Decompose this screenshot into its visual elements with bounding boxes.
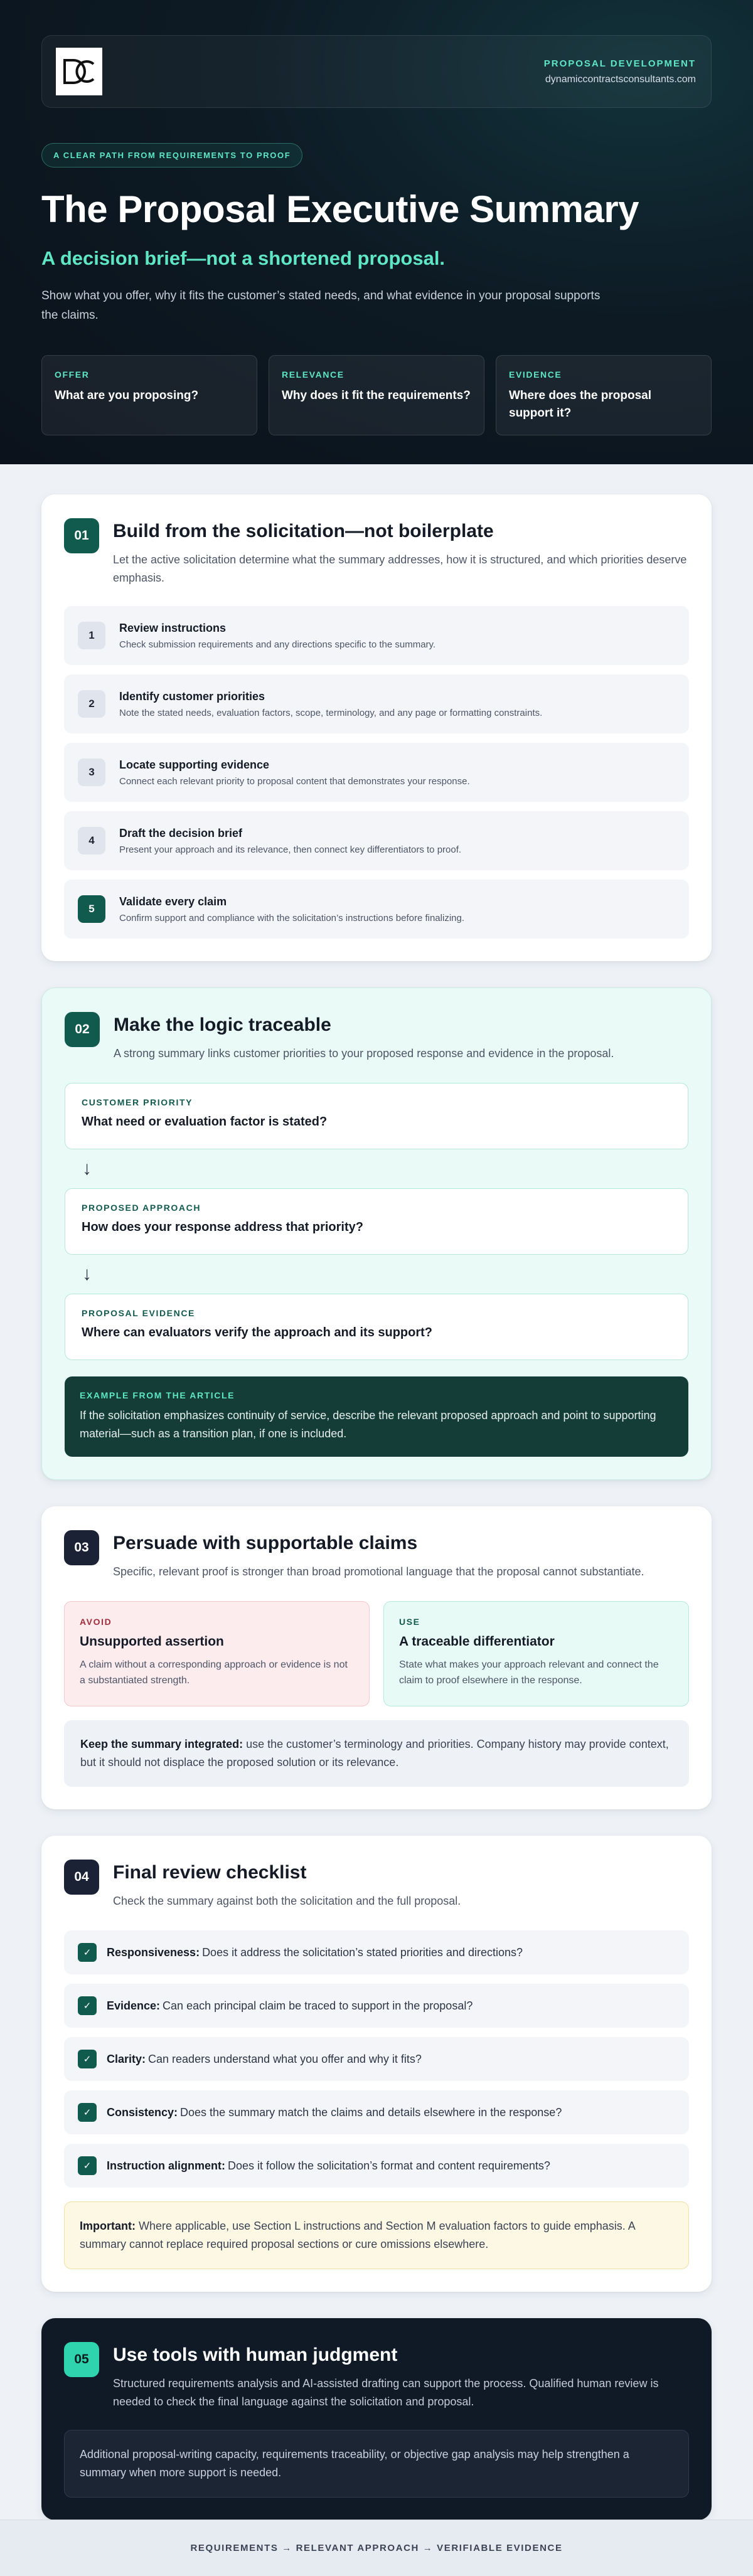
checkmark-icon: ✓ [78, 2156, 97, 2175]
page-subtitle: A decision brief—not a shortened proposal. [41, 247, 446, 269]
section-description: Specific, relevant proof is stronger than broad promotional language that the proposal cannot substantiate. [113, 1565, 644, 1578]
checklist-label: Responsiveness: [107, 1945, 200, 1959]
step-description: Confirm support and compliance with the solicitation’s instructions before finalizing. [119, 912, 464, 923]
main-content [0, 464, 753, 2520]
checklist-text: Does it address the solicitation’s stated priorities and directions? [202, 1945, 523, 1959]
checkmark-icon: ✓ [78, 1996, 97, 2015]
section-build-from-solicitation [41, 494, 712, 961]
checklist-label: Clarity: [107, 2052, 146, 2065]
hero-card-offer [41, 355, 257, 435]
step-description: Connect each relevant priority to proposal content that demonstrates your response. [119, 775, 470, 787]
section-header [64, 1530, 689, 1581]
section-header [64, 518, 689, 587]
note-text: use the customer’s terminology and priorities. Company history may provide context, but it should not displace the proposed solution or its relevance. [80, 1738, 669, 1769]
arrow-down-icon: ↓ [82, 1158, 92, 1179]
use-description: State what makes your approach relevant and connect the claim to proof elsewhere in the response. [399, 1659, 659, 1686]
example-text: If the solicitation emphasizes continuity of service, describe the relevant proposed approach and point to supporting material—such as a transition plan, if one is included. [80, 1409, 656, 1440]
footer-tagline: REQUIREMENTS → RELEVANT APPROACH → VERIFIABLE EVIDENCE [0, 2520, 753, 2576]
support-note: Additional proposal-writing capacity, requirements traceability, or objective gap analysis may help strengthen a summary when more support is needed. [64, 2430, 689, 2498]
brand-kicker: PROPOSAL DEVELOPMENT [543, 58, 696, 69]
section-title: Make the logic traceable [114, 1014, 331, 1035]
company-logo[interactable] [56, 48, 102, 95]
step-number: 1 [78, 622, 105, 649]
hero-card-evidence [496, 355, 712, 435]
section-supportable-claims [41, 1506, 712, 1809]
chain-kicker: PROPOSAL EVIDENCE [82, 1308, 195, 1318]
hero-card-title: Why does it fit the requirements? [282, 389, 471, 402]
checklist-item [64, 2090, 689, 2134]
section-description: Structured requirements analysis and AI-assisted drafting can support the process. Qualified human review is needed to check the final language against the solicitation and proposal. [113, 2377, 659, 2408]
checkmark-icon: ✓ [78, 1943, 97, 1962]
section-number: 04 [64, 1860, 99, 1895]
section-title: Use tools with human judgment [113, 2344, 398, 2365]
checklist-item [64, 1984, 689, 2028]
section-header [64, 2342, 689, 2411]
step-title: Locate supporting evidence [119, 758, 270, 771]
avoid-use-comparison [64, 1601, 689, 1706]
step-number: 2 [78, 690, 105, 718]
section-number: 02 [65, 1012, 100, 1047]
checkmark-icon: ✓ [78, 2050, 97, 2068]
step-item [64, 880, 689, 939]
step-description: Check submission requirements and any directions specific to the summary. [119, 639, 436, 650]
checklist-label: Consistency: [107, 2105, 178, 2119]
step-number: 4 [78, 827, 105, 854]
chain-title: How does your response address that priority? [82, 1220, 363, 1234]
important-note [64, 2201, 689, 2269]
section-description: Check the summary against both the solicitation and the full proposal. [113, 1895, 461, 1907]
step-item [64, 606, 689, 665]
section-header [64, 1860, 689, 1910]
avoid-kicker: AVOID [80, 1617, 112, 1627]
hero-card-title: What are you proposing? [55, 389, 199, 402]
integration-note [64, 1720, 689, 1787]
checklist-text: Can readers understand what you offer and why it fits? [148, 2052, 422, 2065]
chain-step-customer-priority [65, 1083, 688, 1149]
step-title: Draft the decision brief [119, 826, 243, 839]
section-description: Let the active solicitation determine what the summary addresses, how it is structured, and which priorities deserve emphasis. [113, 553, 687, 584]
brand-info [544, 58, 696, 85]
hero-card-kicker: RELEVANCE [282, 370, 344, 380]
checkmark-icon: ✓ [78, 2103, 97, 2122]
avoid-card [64, 1601, 370, 1706]
checklist-text: Can each principal claim be traced to support in the proposal? [163, 1999, 473, 2012]
section-number: 01 [64, 518, 99, 553]
hero-card-relevance [269, 355, 484, 435]
step-number: 3 [78, 758, 105, 786]
important-label: Important: [80, 2220, 136, 2232]
step-item [64, 674, 689, 733]
section-number: 03 [64, 1530, 99, 1565]
step-description: Note the stated needs, evaluation factors, scope, terminology, and any page or formatting constraints. [119, 707, 543, 718]
checklist-item [64, 2144, 689, 2188]
avoid-title: Unsupported assertion [80, 1634, 224, 1649]
step-title: Review instructions [119, 621, 227, 634]
hero-cards [41, 355, 712, 435]
hero-card-kicker: OFFER [55, 370, 90, 380]
hero-card-kicker: EVIDENCE [509, 370, 562, 380]
page-title: The Proposal Executive Summary [41, 188, 639, 230]
use-card [383, 1601, 689, 1706]
section-description: A strong summary links customer priorities to your proposed response and evidence in the proposal. [114, 1047, 614, 1060]
example-callout [65, 1376, 688, 1457]
checklist-label: Evidence: [107, 1999, 161, 2012]
chain-title: What need or evaluation factor is stated? [82, 1115, 328, 1129]
hero-pill: A CLEAR PATH FROM REQUIREMENTS TO PROOF [41, 143, 302, 168]
hero-text: Show what you offer, why it fits the customer’s stated needs, and what evidence in your proposal supports the claims. [41, 289, 601, 322]
step-list [64, 606, 689, 939]
use-kicker: USE [399, 1617, 420, 1627]
step-title: Identify customer priorities [119, 689, 265, 703]
important-text: Where applicable, use Section L instructions and Section M evaluation factors to guide emphasis. A summary cannot replace required proposal sections or cure omissions elsewhere. [80, 2220, 635, 2250]
chain-step-proposal-evidence [65, 1294, 688, 1360]
note-label: Keep the summary integrated: [80, 1738, 243, 1750]
brand-url[interactable]: dynamiccontractsconsultants.com [545, 73, 696, 85]
checklist-label: Instruction alignment: [107, 2159, 225, 2172]
section-tools-human-judgment [41, 2318, 712, 2520]
chain-title: Where can evaluators verify the approach and its support? [82, 1326, 433, 1339]
checklist-item [64, 2037, 689, 2081]
checklist [64, 1930, 689, 2188]
arrow-down-icon: ↓ [82, 1264, 92, 1284]
section-title: Final review checklist [113, 1862, 307, 1883]
section-number: 05 [64, 2342, 99, 2377]
chain-kicker: PROPOSED APPROACH [82, 1203, 201, 1213]
step-item [64, 743, 689, 802]
hero [0, 0, 753, 464]
section-traceable-logic [41, 987, 712, 1480]
avoid-description: A claim without a corresponding approach or evidence is not a substantiated strength. [80, 1659, 348, 1686]
dc-logo-icon [62, 58, 96, 85]
checklist-item [64, 1930, 689, 1974]
brand-bar [41, 35, 712, 108]
chain-kicker: CUSTOMER PRIORITY [82, 1097, 193, 1107]
step-title: Validate every claim [119, 895, 227, 908]
step-description: Present your approach and its relevance, then connect key differentiators to proof. [119, 844, 462, 855]
checklist-text: Does the summary match the claims and details elsewhere in the response? [180, 2105, 562, 2119]
logic-chain [65, 1083, 688, 1360]
example-kicker: EXAMPLE FROM THE ARTICLE [80, 1390, 235, 1400]
step-item [64, 811, 689, 870]
section-header [65, 1012, 688, 1063]
step-number: 5 [78, 895, 105, 923]
checklist-text: Does it follow the solicitation’s format and content requirements? [228, 2159, 550, 2172]
hero-card-title: Where does the proposal support it? [509, 389, 651, 420]
section-title: Build from the solicitation—not boilerplate [113, 521, 494, 541]
section-title: Persuade with supportable claims [113, 1533, 418, 1553]
section-review-checklist [41, 1836, 712, 2292]
use-title: A traceable differentiator [399, 1634, 555, 1649]
chain-step-proposed-approach [65, 1188, 688, 1255]
